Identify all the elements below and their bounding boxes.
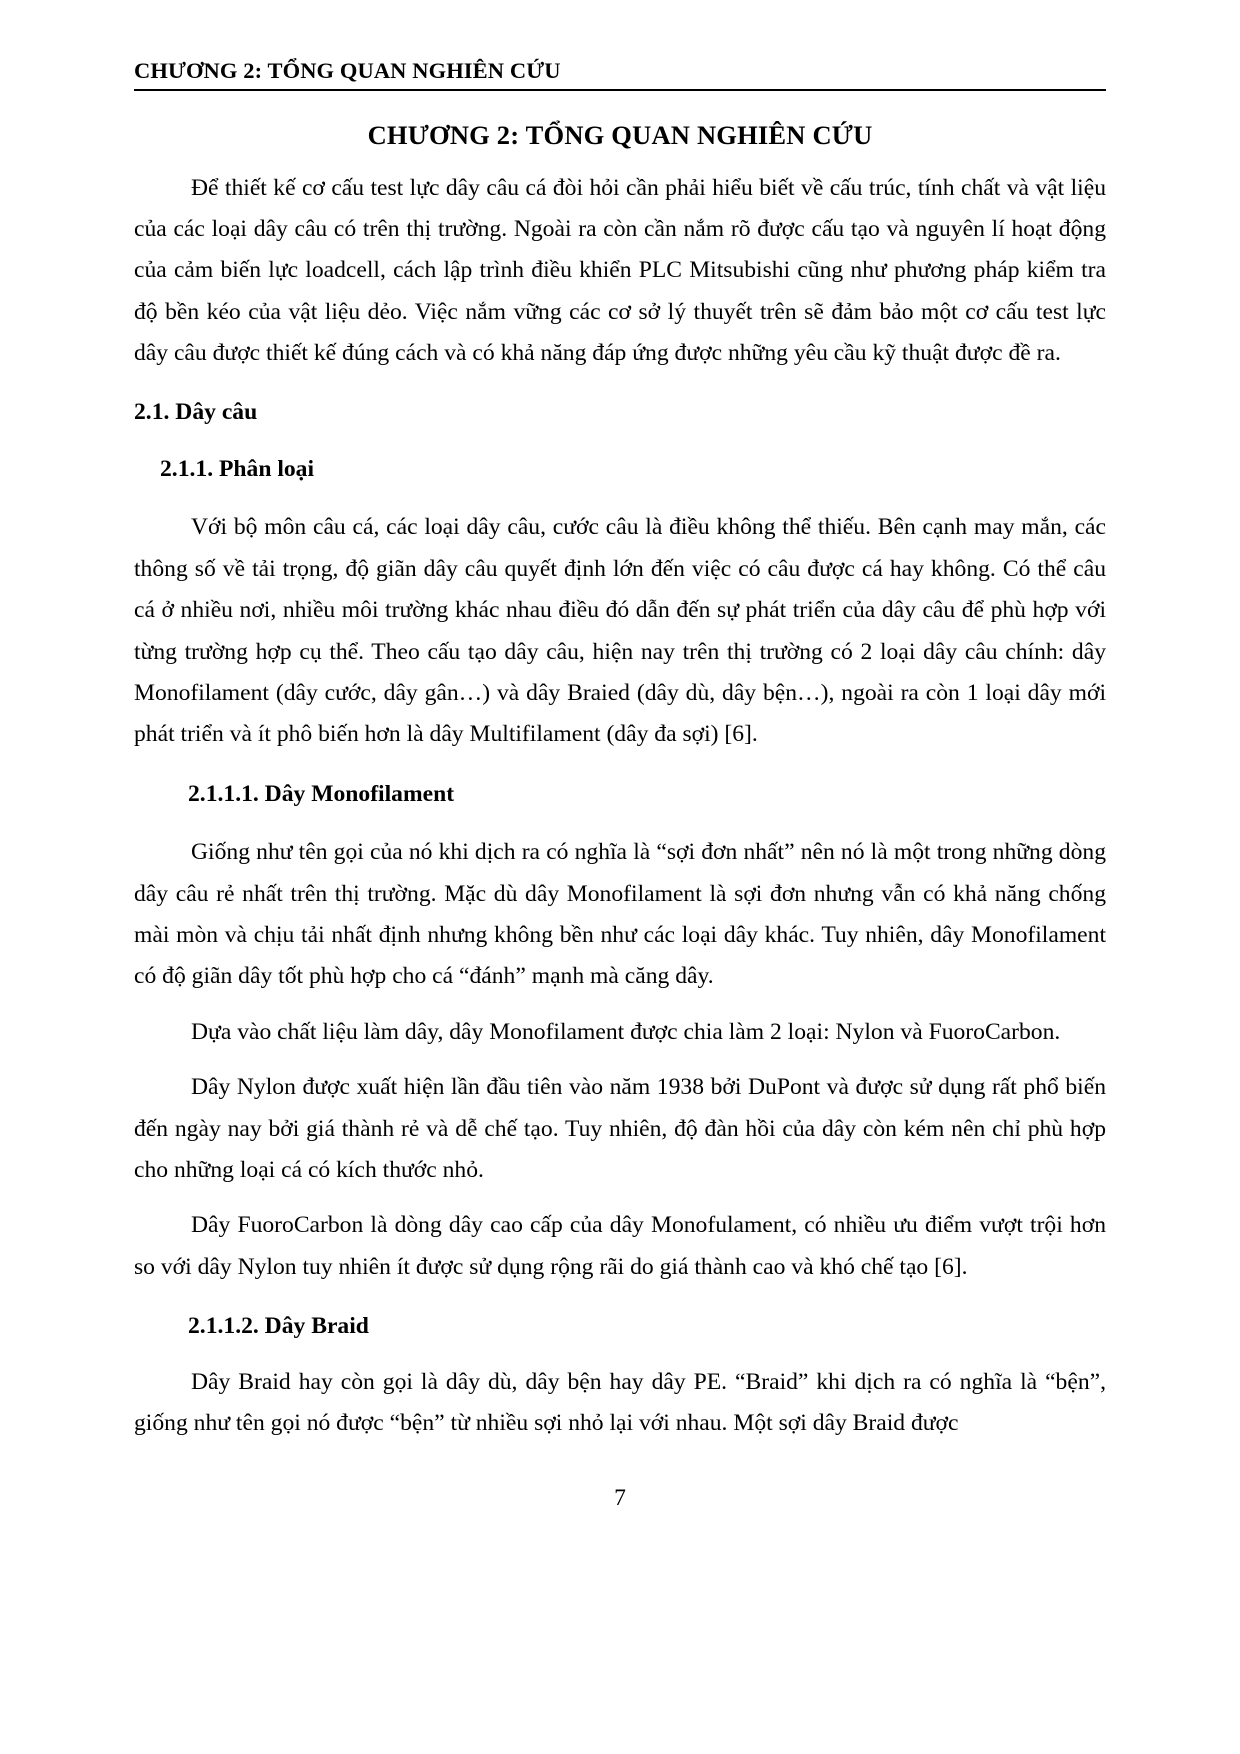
heading-2-1: 2.1. Dây câu (134, 398, 258, 425)
paragraph-mono-2: Dựa vào chất liệu làm dây, dây Monofilament được chia làm 2 loại: Nylon và FuoroCarbon. (191, 1018, 1061, 1045)
intro-paragraph: Để thiết kế cơ cấu test lực dây câu cá đòi hỏi cần phải hiểu biết về cấu trúc, tính chất và vật liệu của các loại dây câu có trên thị trường. Ngoài ra còn cần nắm rõ được cấu tạo và nguyên lí hoạt động của cảm biến lực loadcell, cách lập trình điều khiển PLC Mitsubishi cũng như phương pháp kiểm tra độ bền kéo của vật liệu dẻo. Việc nắm vững các cơ sở lý thuyết trên sẽ đảm bảo một cơ cấu test lực dây câu được thiết kế đúng cách và có khả năng đáp ứng được những yêu cầu kỹ thuật được đề ra. (134, 174, 1106, 367)
heading-2-1-1: 2.1.1. Phân loại (160, 455, 315, 482)
header-rule (134, 89, 1106, 91)
heading-2-1-1-1: 2.1.1.1. Dây Monofilament (188, 780, 455, 807)
heading-2-1-1-2: 2.1.1.2. Dây Braid (188, 1313, 369, 1340)
running-header: CHƯƠNG 2: TỔNG QUAN NGHIÊN CỨU (134, 58, 561, 83)
paragraph-mono-1: Giống như tên gọi của nó khi dịch ra có nghĩa là “sợi đơn nhất” nên nó là một trong những dòng dây câu rẻ nhất trên thị trường. Mặc dù dây Monofilament là sợi đơn nhưng vẫn có khả năng chống mài mòn và chịu tải nhất định nhưng không bền như các loại dây khác. Tuy nhiên, dây Monofilament có độ giãn dây tốt phù hợp cho cá “đánh” mạnh mà căng dây. (134, 839, 1106, 990)
paragraph-fuorocarbon: Dây FuoroCarbon là dòng dây cao cấp của dây Monofulament, có nhiều ưu điểm vượt trội hơn so với dây Nylon tuy nhiên ít được sử dụng rộng rãi do giá thành cao và khó chế tạo [6]. (134, 1212, 1106, 1280)
paragraph-nylon: Dây Nylon được xuất hiện lần đầu tiên vào năm 1938 bởi DuPont và được sử dụng rất phổ biến đến ngày nay bởi giá thành rẻ và dễ chế tạo. Tuy nhiên, độ đàn hồi của dây còn kém nên chỉ phù hợp cho những loại cá có kích thước nhỏ. (134, 1074, 1106, 1184)
page-content (134, 58, 1106, 1445)
page-number: 7 (614, 1485, 626, 1511)
paragraph-braid-1: Dây Braid hay còn gọi là dây dù, dây bện hay dây PE. “Braid” khi dịch ra có nghĩa là “bện”, giống như tên gọi nó được “bện” từ nhiều sợi nhỏ lại với nhau. Một sợi dây Braid được (134, 1368, 1106, 1437)
paragraph-phan-loai: Với bộ môn câu cá, các loại dây câu, cước câu là điều không thể thiếu. Bên cạnh may mắn, các thông số về tải trọng, độ giãn dây câu quyết định lớn đến việc có câu được cá hay không. Có thể câu cá ở nhiều nơi, nhiều môi trường khác nhau điều đó dẫn đến sự phát triển của dây câu để phù hợp với từng trường hợp cụ thể. Theo cấu tạo dây câu, hiện nay trên thị trường có 2 loại dây câu chính: dây Monofilament (dây cước, dây gân…) và dây Braied (dây dù, dây bện…), ngoài ra còn 1 loại dây mới phát triển và ít phô biến hơn là dây Multifilament (dây đa sợi) [6]. (134, 514, 1106, 748)
chapter-title: CHƯƠNG 2: TỔNG QUAN NGHIÊN CỨU (367, 119, 873, 150)
